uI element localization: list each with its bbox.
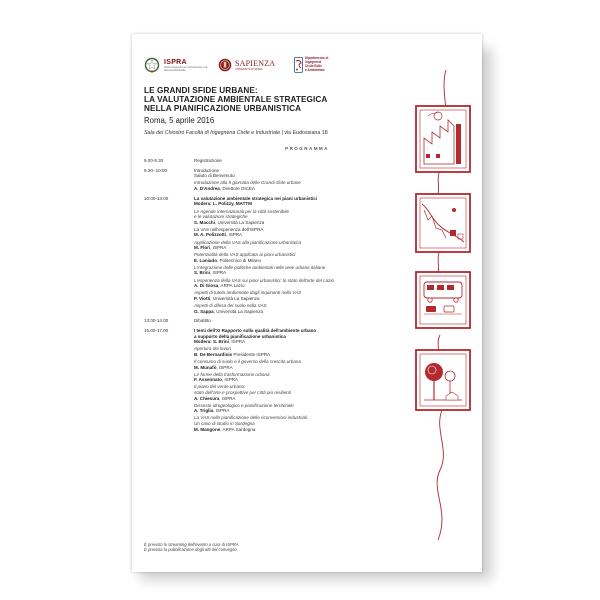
- speaker-name: P. Viotti: [194, 295, 211, 301]
- footer-publication-note: È prevista la pubblicazione degli atti del convegno: [144, 547, 237, 553]
- italian-emblem-icon: [144, 56, 160, 74]
- session-introduction: [144, 168, 424, 192]
- talk-title: Le Agende internazionali per la città sostenibile: [194, 208, 289, 214]
- speaker-name: S. Brini: [194, 270, 210, 276]
- speaker-name: B. De Bernardinis: [194, 351, 233, 357]
- speaker-org: , Università La Sapienza: [213, 308, 264, 314]
- title-line-2: LA VALUTAZIONE AMBIENTALE STRATEGICA: [144, 94, 328, 104]
- talk-item: [194, 240, 424, 251]
- speaker-name: A. Triglia: [194, 408, 214, 414]
- industry-panel-icon: [416, 106, 470, 172]
- talk-item: [194, 403, 424, 414]
- moderator-label: Modera:: [194, 201, 213, 207]
- talk-title: Aspetti di difesa del suolo nella VAS: [194, 302, 267, 308]
- speaker-name: M. Mangone: [194, 426, 221, 432]
- ispra-logo: [144, 50, 216, 80]
- talk-item: [194, 252, 424, 263]
- speaker-org: , Direttore DICEA: [219, 186, 255, 192]
- sapienza-name: SAPIENZA: [235, 59, 276, 68]
- speaker-org: , ISPRA: [221, 377, 239, 383]
- speaker-name: A. Chiesura: [194, 395, 220, 401]
- event-date: Roma, 5 aprile 2016: [144, 116, 215, 125]
- talk-item: [194, 278, 424, 289]
- session-title: Introduzione: [194, 167, 220, 173]
- speaker-org: Presidente ISPRA: [232, 351, 271, 357]
- session-morning: [144, 196, 424, 314]
- speaker-name: A. Di Giosa: [194, 283, 219, 289]
- session-time: 15.00-17.00: [144, 328, 169, 334]
- event-title: [144, 87, 394, 113]
- venue-place: Sala del Chiostro Facoltà di Ingegneria Civile e Industriale: [144, 130, 281, 136]
- flyer-page: [132, 34, 482, 572]
- session-title: Dibattito: [194, 318, 211, 324]
- title-line-1: LE GRANDI SFIDE URBANE:: [144, 86, 258, 95]
- talk-item: [194, 346, 424, 357]
- dicea-line3: e Ambientale: [305, 67, 325, 72]
- urban-illustration-strip: [410, 70, 482, 540]
- ispra-name: ISPRA: [164, 58, 187, 66]
- speaker-name: E. Laniado: [194, 257, 217, 263]
- speaker-org: , ISPRA: [219, 395, 236, 401]
- session-title-cont: a supporto della pianificazione urbanistica: [194, 333, 286, 339]
- talk-title: Introduzione alla II giornata delle Grandi sfide urbane: [194, 180, 301, 186]
- speaker-org: , ISPRA: [213, 408, 230, 414]
- sapienza-subtitle: UNIVERSITÀ DI ROMA: [235, 68, 263, 71]
- session-subtitle: Saluto di Benvenuto: [194, 173, 235, 179]
- session-title: I temi dell'XI Rapporto sulla qualità dell'ambiente urbano: [194, 328, 317, 334]
- ispra-subtitle: Istituto Superiore per la Protezione e la Ricerca Ambientale: [164, 65, 208, 72]
- talk-title: L'esperienza della VAS sui piani urbanistici: lo stato dell'arte del Lazio: [194, 277, 334, 283]
- session-title: La valutazione ambientale strategica nei piani urbanistici: [194, 195, 318, 201]
- speaker-name: G. Sappa: [194, 308, 214, 314]
- moderator-name: L. Polizzy: [212, 201, 234, 207]
- talk-title-cont: e le valutazioni strategiche: [194, 214, 248, 220]
- session-title: Registrazione: [194, 158, 222, 163]
- talk-title: Il piano del verde urbano:: [194, 384, 246, 390]
- session-registration: [144, 158, 424, 164]
- talk-title: Potenzialità della VAS applicata ai piani urbanistici: [194, 252, 296, 258]
- dicea-logo: [294, 50, 329, 80]
- title-line-3: NELLA PIANIFICAZIONE URBANISTICA: [144, 103, 302, 113]
- speaker-org: , ISPRA: [225, 232, 243, 238]
- sapienza-seal-icon: [218, 56, 232, 74]
- talk-title: Applicazione della VAS alla pianificazione urbanistica: [194, 239, 302, 245]
- speaker-org: , ISPRA: [210, 245, 227, 251]
- landslide-panel-icon: [416, 194, 470, 252]
- talk-title: Aspetti di tutela ambientale dagli inquinanti nella VAS: [194, 290, 302, 296]
- session-time: 9.30- 10:00: [144, 167, 168, 173]
- venue-address: | via Eudossiana 18: [280, 130, 328, 136]
- talk-item: [194, 384, 424, 401]
- moderator-name: S. Brini: [212, 339, 229, 345]
- talk-title: L'integrazione delle politiche ambientali nelle aree urbane italiane: [194, 264, 326, 270]
- talk-item: [194, 359, 424, 370]
- dicea-mark-icon: [294, 57, 303, 73]
- speaker-name: S. Macchi: [194, 219, 215, 225]
- session-time: 13:00-14.00: [144, 318, 169, 324]
- talk-item: [194, 265, 424, 276]
- footer-streaming-note: È previsto lo streaming dell'evento a cura di ISPRA: [144, 542, 239, 547]
- session-time: 10:00-13.00: [144, 195, 169, 201]
- speaker-name: M. A. Polizzotti: [194, 232, 226, 238]
- speaker-name: F. Assennato: [194, 377, 222, 383]
- talk-item: [194, 209, 424, 226]
- speaker-org: , ISPRA: [209, 270, 227, 276]
- speaker-org: , Università La Sapienza: [210, 295, 260, 301]
- program-list: [144, 158, 424, 436]
- footer-notes: [144, 542, 239, 552]
- speaker-name: M. Flori: [194, 245, 211, 251]
- talk-title: Il consumo di suolo e il governo della crescita urbana: [194, 359, 301, 365]
- talk-title: Dissesto idrogeologico e pianificazione territoriale: [194, 402, 294, 408]
- speaker-name: A. D'Andrea: [194, 186, 220, 192]
- dicea-line2: Civile Edile: [305, 64, 323, 68]
- speaker-org: , Politecnico di Milano: [217, 257, 261, 263]
- event-venue: [144, 130, 328, 136]
- talk-item: [194, 290, 424, 301]
- talk-item: [194, 303, 424, 314]
- talk-item: [194, 227, 424, 238]
- moderator-label: Modera:: [194, 339, 213, 345]
- session-debate: [144, 318, 424, 324]
- traffic-panel-icon: [416, 272, 470, 328]
- talk-title: Le forme della trasformazione urbana: [194, 371, 270, 377]
- urban-green-panel-icon: [416, 350, 470, 410]
- speaker-org: , ARPA Lazio: [218, 283, 245, 289]
- sapienza-logo: [218, 50, 275, 80]
- talk-title-cont: stato dell'arte e prospettive per città più resilienti: [194, 390, 291, 396]
- session-afternoon: [144, 328, 424, 432]
- session-time: 9.00-9.30: [144, 158, 164, 163]
- speaker-org: , Università La Sapienza: [214, 219, 265, 225]
- talk-item: [194, 415, 424, 432]
- program-heading: PROGRAMMA: [285, 146, 329, 151]
- moderator-org: , ISPRA: [228, 339, 246, 345]
- talk-item: [194, 372, 424, 383]
- talk-title-cont: Un caso di studio in Sardegna: [194, 421, 255, 426]
- dicea-line1: Dipartimento di Ingegneria: [305, 56, 329, 65]
- moderator-org: , MATTM: [233, 201, 252, 207]
- talk-title: La VAS nell'esperienza dell'ISPRA: [194, 226, 264, 232]
- talk-title: La VAS nella pianificazione delle riconversioni industriali.: [194, 415, 309, 421]
- speaker-org: , ARPA Sardegna: [220, 426, 256, 432]
- speaker-name: M. Munafò: [194, 364, 217, 370]
- talk-title: Apertura dei lavori: [194, 346, 231, 352]
- speaker-org: , ISPRA: [216, 364, 233, 370]
